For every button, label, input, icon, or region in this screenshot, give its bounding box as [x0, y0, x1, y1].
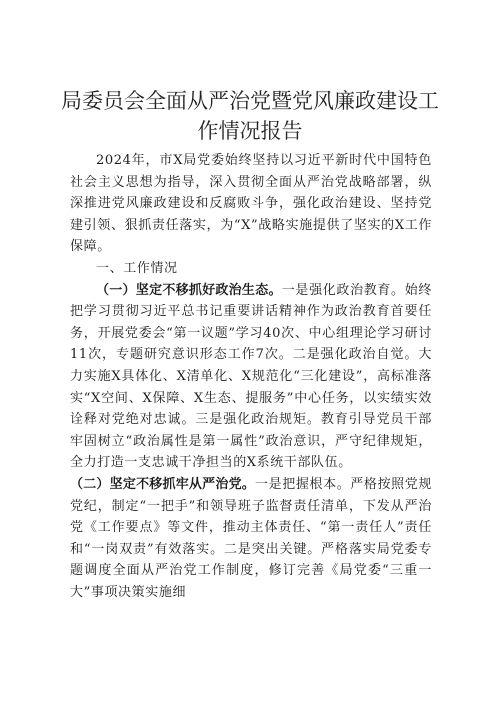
subsection-2-body: 一是把握根本。严格按照党规党纪，制定“一把手”和领导班子监督责任清单，下发从严治党《工作要点》等文件，推动主体责任、“第一责任人”责任和“一岗双责”有效落实。二是突出关键。严格落实局党委专题调度全面从严治党工作制度，修订完善《局党委“三重一大”事项决策实施细	[70, 476, 432, 600]
subsection-1-paragraph	[70, 280, 432, 474]
intro-paragraph: 2024年，市X局党委始终坚持以习近平新时代中国特色社会主义思想为指导，深入贯彻全面从严治党战略部署，纵深推进党风廉政建设和反腐败斗争，强化政治建设、坚持党建引领、狠抓责任落实，为“X”战略实施提供了坚实的X工作保障。	[70, 153, 432, 255]
section-heading-work-status: 一、工作情况	[96, 260, 178, 276]
subsection-1-body: 一是强化政治教育。始终把学习贯彻习近平总书记重要讲话精神作为政治教育首要任务，开展党委会“第一议题”学习40次、中心组理论学习研讨11次，专题研究意识形态工作7次。二是强化政治自觉。大力实施X具体化、X清单化、X规范化“三化建设”，高标准落实“X空间、X保障、X生态、提服务”中心任务，以实绩实效诠释对党绝对忠诚。三是强化政治规矩。教育引导党员干部牢固树立“政治属性是第一属性”政治意识，严守纪律规矩，全力打造一支忠诚干净担当的X系统干部队伍。	[70, 282, 432, 471]
subsection-2-paragraph	[70, 474, 432, 604]
document-body	[70, 150, 432, 603]
subsection-1-heading: （一）坚定不移抓好政治生态。	[96, 282, 282, 298]
document-title: 局委员会全面从严治党暨党风廉政建设工作情况报告	[61, 89, 439, 143]
subsection-2-heading: （二）坚定不移抓牢从严治党。	[70, 476, 256, 492]
